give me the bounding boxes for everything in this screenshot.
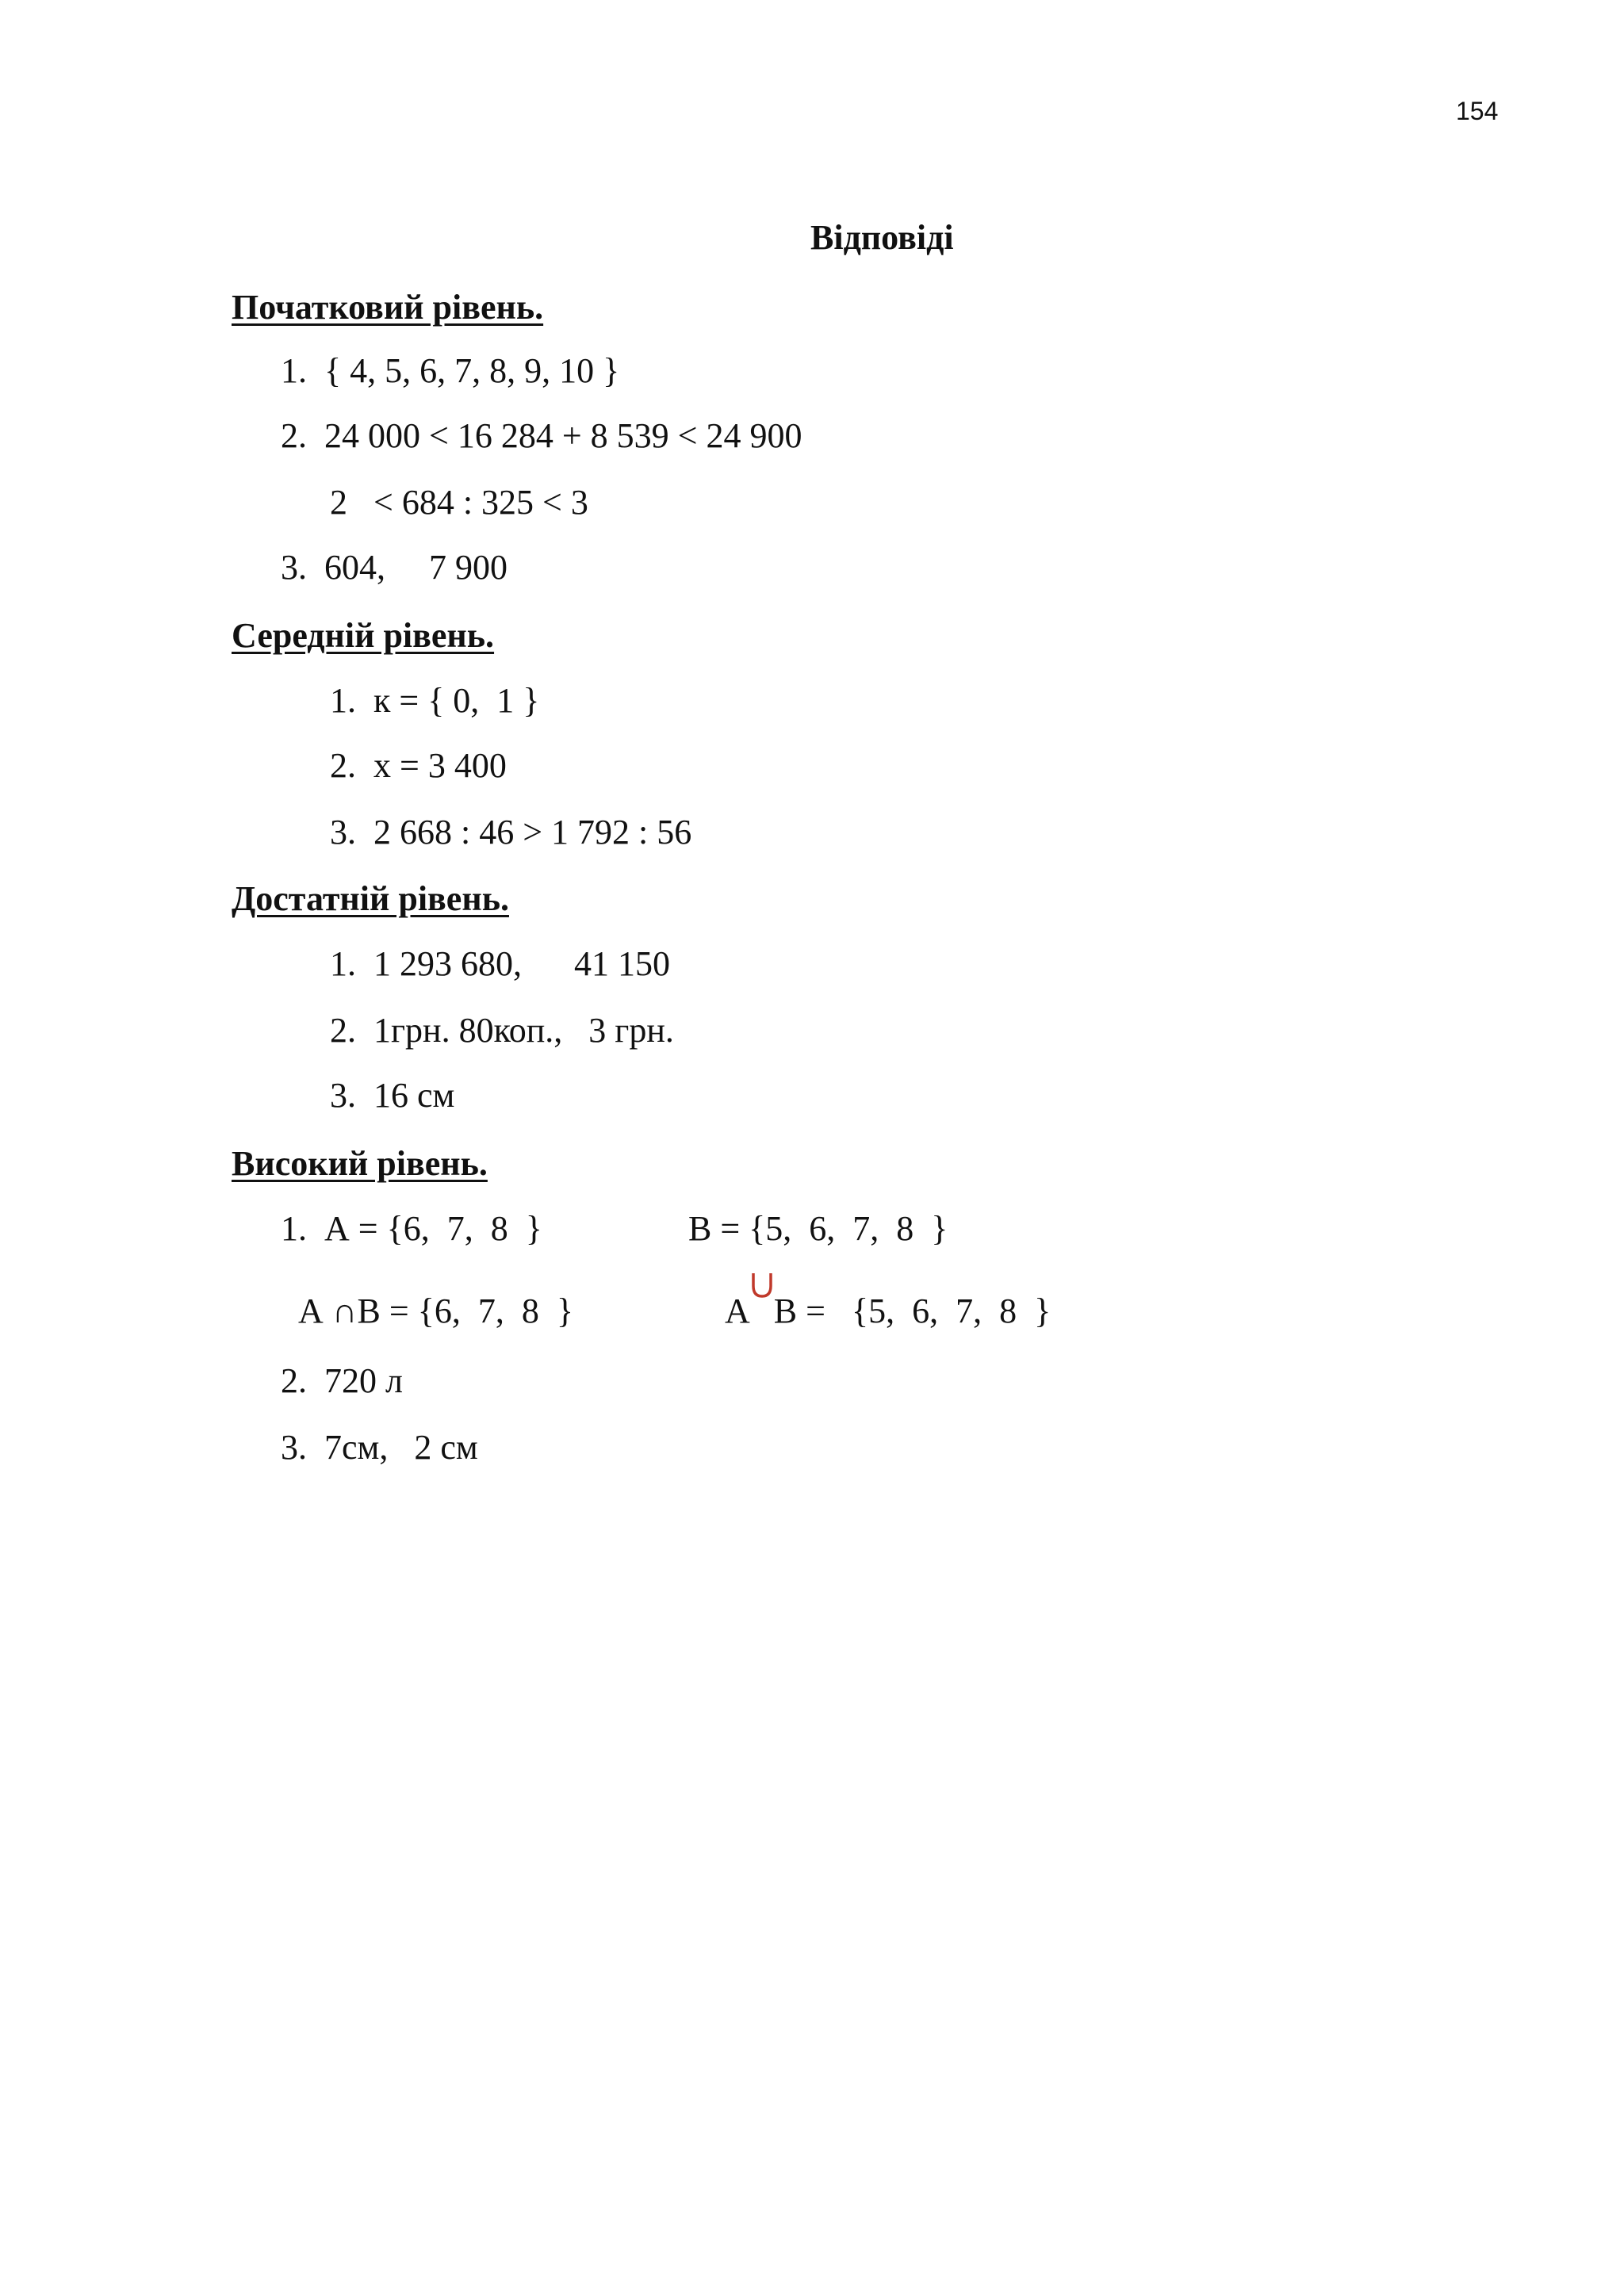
union-icon	[750, 1272, 774, 1299]
answer-line: 1. 1 293 680, 41 150	[330, 944, 670, 983]
answer-line-set-a: 1. А = {6, 7, 8 }	[281, 1209, 542, 1248]
answer-line: 2. 24 000 < 16 284 + 8 539 < 24 900	[281, 416, 802, 455]
answer-line: 1. к = { 0, 1 }	[330, 681, 540, 720]
answer-line: 3. 604, 7 900	[281, 548, 508, 587]
answer-line: 3. 2 668 : 46 > 1 792 : 56	[330, 813, 692, 851]
union-left-operand: А	[725, 1292, 750, 1330]
page-title: Відповіді	[810, 218, 954, 257]
page-number: 154	[1456, 97, 1499, 125]
answer-line: 3. 16 см	[330, 1076, 455, 1115]
heading-sufficient-level: Достатній рівень.	[232, 879, 509, 918]
answer-line-union	[725, 1291, 1051, 1331]
answer-line: 3. 7см, 2 см	[281, 1428, 478, 1467]
answer-line: 2. 1грн. 80коп., 3 грн.	[330, 1011, 674, 1050]
heading-initial-level: Початковий рівень.	[232, 288, 544, 327]
union-right-side: В = {5, 6, 7, 8 }	[773, 1292, 1051, 1330]
answer-line-set-b: В = {5, 6, 7, 8 }	[688, 1209, 948, 1248]
heading-middle-level: Середній рівень.	[232, 616, 495, 655]
answer-line-intersection: А ∩В = {6, 7, 8 }	[298, 1292, 573, 1330]
answer-line: 2. х = 3 400	[330, 746, 507, 785]
heading-high-level: Високий рівень.	[232, 1144, 488, 1183]
answer-line: 2. 720 л	[281, 1361, 403, 1400]
answer-line: 2 < 684 : 325 < 3	[330, 483, 588, 522]
answer-line: 1. { 4, 5, 6, 7, 8, 9, 10 }	[281, 351, 620, 390]
